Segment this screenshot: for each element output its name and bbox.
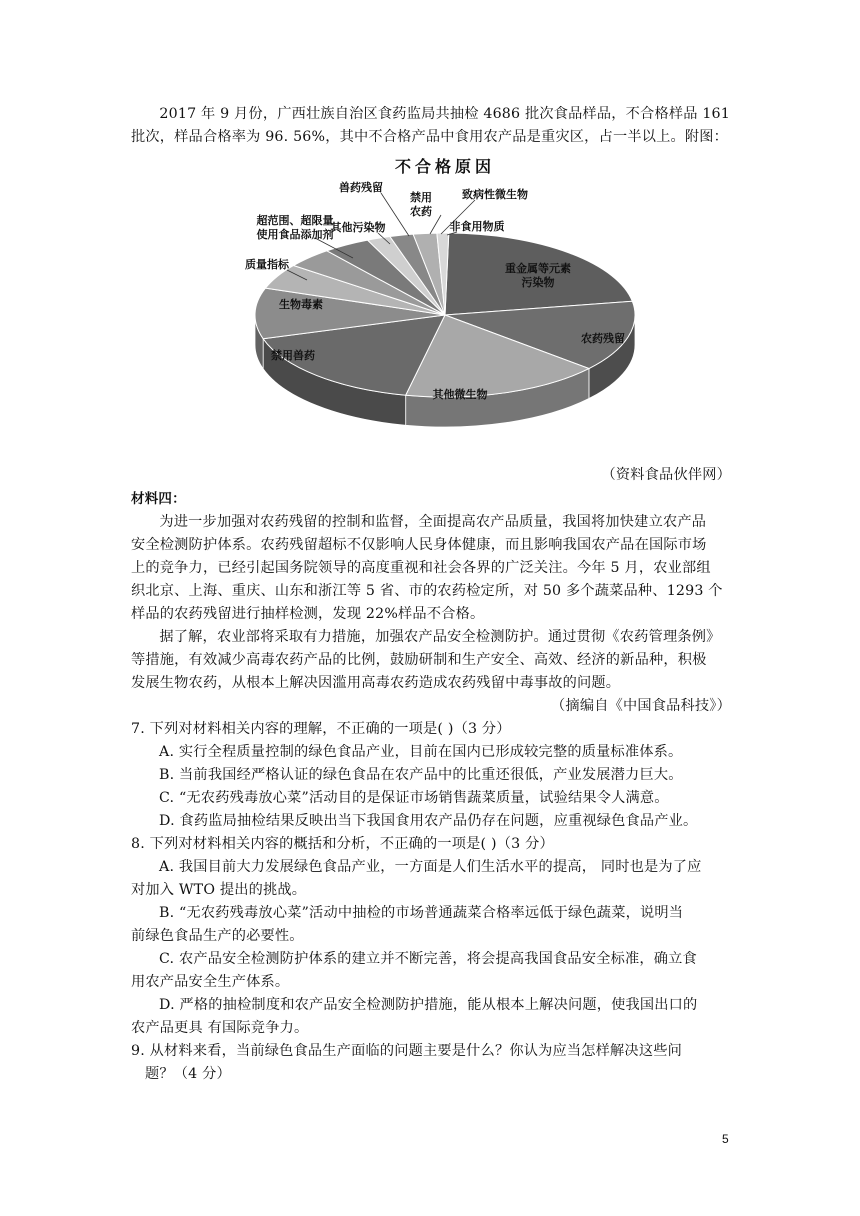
label-pesticide-residue: 农药残留 xyxy=(581,332,625,345)
q7-option-d: D. 食药监局抽检结果反映出当下我国食用农产品仍存在问题，应重视绿色食品产业。 xyxy=(159,813,698,829)
m4-p2-l2: 等措施，有效减少高毒农药产品的比例，鼓励研制和生产安全、高效、经济的新品种，积极 xyxy=(131,652,707,668)
q8-option-c-l2: 用农产品安全生产体系。 xyxy=(131,974,290,990)
q9-line-1: 9. 从材料来看，当前绿色食品生产面临的问题主要是什么？你认为应当怎样解决这些问 xyxy=(131,1043,682,1059)
chart-title: 不合格原因 xyxy=(394,157,496,176)
q8-option-d-l1: D. 严格的抽检制度和农产品安全检测防护措施，能从根本上解决问题，使我国出口的 xyxy=(159,997,698,1013)
m4-p1-l3: 上的竞争力，已经引起国务院领导的高度重视和社会各界的广泛关注。今年 5 月，农业部组 xyxy=(131,560,711,576)
q9-line-2: 题？（4 分） xyxy=(145,1066,231,1082)
q8-option-b-l2: 前绿色食品生产的必要性。 xyxy=(131,928,304,944)
m4-p1-l4: 织北京、上海、重庆、山东和浙江等 5 省、市的农药检定所，对 50 多个蔬菜品种、1293 个 xyxy=(131,583,723,599)
label-banned-vet-drugs: 禁用兽药 xyxy=(271,349,315,362)
label-vet-drug-residue: 兽药残留 xyxy=(339,181,383,194)
label-other-microbes: 其他微生物 xyxy=(432,388,488,401)
question-9 xyxy=(131,1040,731,1086)
m4-p1-l2: 安全检测防护体系。农药残留超标不仅影响人民身体健康，而且影响我国农产品在国际市场 xyxy=(131,537,707,553)
m4-p1-l5: 样品的农药残留进行抽样检测，发现 22%样品不合格。 xyxy=(131,606,485,622)
question-8 xyxy=(131,833,731,1040)
page-number: 5 xyxy=(722,1132,729,1146)
material-four xyxy=(131,488,731,718)
material-four-heading: 材料四： xyxy=(131,491,186,507)
source-food-partner xyxy=(131,464,731,487)
label-non-edible: 非食用物质 xyxy=(449,220,505,233)
label-other-pollutants: 其他污染物 xyxy=(330,221,386,234)
q8-option-b-l1: B. “无农药残毒放心菜”活动中抽检的市场普通蔬菜合格率远低于绿色蔬菜，说明当 xyxy=(159,905,684,921)
q8-option-a-l2: 对加入 WTO 提出的挑战。 xyxy=(131,882,307,898)
q7-option-b: B. 当前我国经严格认证的绿色食品在农产品中的比重还很低，产业发展潜力巨大。 xyxy=(159,767,683,783)
chart-watermark: @正确云 xyxy=(603,409,652,423)
q8-option-d-l2: 农产品更具 有国际竞争力。 xyxy=(131,1020,309,1036)
label-pathogenic-microbes: 致病性微生物 xyxy=(462,188,528,201)
pie-chart-svg xyxy=(225,150,665,460)
q7-option-c: C. “无农药残毒放心菜”活动目的是保证市场销售蔬菜质量，试验结果令人满意。 xyxy=(159,790,669,806)
m4-p2-l1: 据了解，农业部将采取有力措施，加强农产品安全检测防护。通过贯彻《农药管理条例》 xyxy=(159,629,721,645)
intro-line-1: 2017 年 9 月份，广西壮族自治区食药监局共抽检 4686 批次食品样品，不合格样品 161 xyxy=(159,106,730,122)
q7-stem: 7. 下列对材料相关内容的理解，不正确的一项是( )（3 分） xyxy=(131,721,511,737)
q8-option-c-l1: C. 农产品安全检测防护体系的建立并不断完善，将会提高我国食品安全标准，确立食 xyxy=(159,951,697,967)
m4-p2-l3: 发展生物农药，从根本上解决因滥用高毒农药造成农药残留中毒事故的问题。 xyxy=(131,675,621,691)
question-7 xyxy=(131,718,731,833)
material-four-source: （摘编自《中国食品科技》） xyxy=(551,698,731,714)
intro-paragraph xyxy=(131,103,731,149)
q7-option-a: A. 实行全程质量控制的绿色食品产业，目前在国内已形成较完整的质量标准体系。 xyxy=(159,744,683,760)
q8-option-a-l1: A. 我国目前大力发展绿色食品产业，一方面是人们生活水平的提高， 同时也是为了应 xyxy=(159,859,702,875)
label-food-additive: 超范围、超限量使用食品添加剂 xyxy=(256,214,334,241)
intro-line-2: 批次，样品合格率为 96. 56%，其中不合格产品中食用农产品是重灾区，占一半以上。附图： xyxy=(131,129,729,145)
m4-p1-l1: 为进一步加强对农药残留的控制和监督，全面提高农产品质量，我国将加快建立农产品 xyxy=(159,514,707,530)
label-biotoxin: 生物毒素 xyxy=(279,298,323,311)
pie-chart xyxy=(225,150,665,460)
q8-stem: 8. 下列对材料相关内容的概括和分析，不正确的一项是( )（3 分） xyxy=(131,836,554,852)
label-quality-index: 质量指标 xyxy=(245,258,289,271)
label-banned-pesticide: 禁用农药 xyxy=(410,191,432,218)
source-1: （资料食品伙伴网） xyxy=(601,467,731,483)
label-heavy-metal: 重金属等元素污染物 xyxy=(505,262,571,289)
